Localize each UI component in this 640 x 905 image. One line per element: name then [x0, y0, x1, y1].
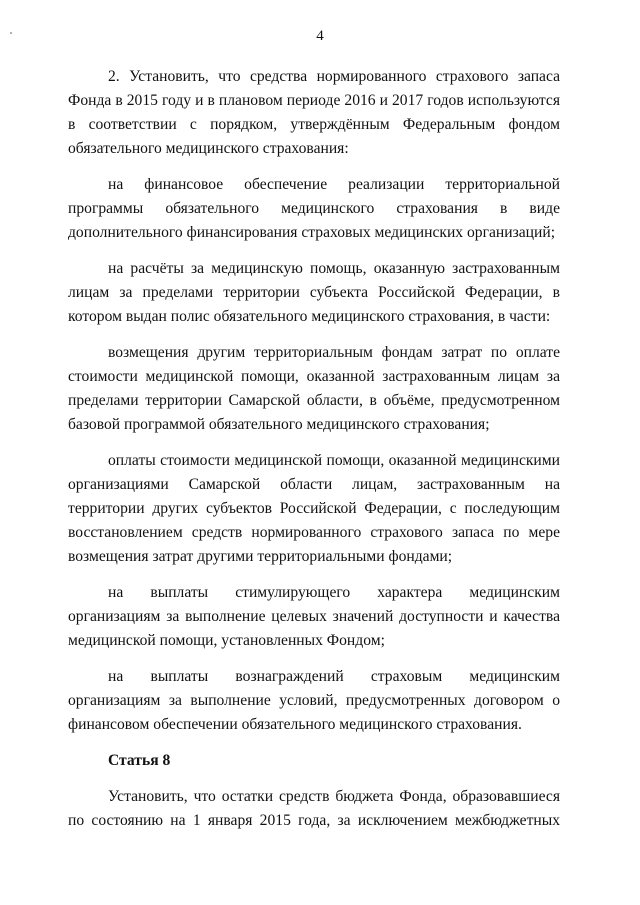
- page-number: 4: [316, 28, 324, 44]
- paragraph-remuneration: на выплаты вознаграждений страховым медицинским организациям за выполнение условий, предусмотренных договором о финансовом обеспечении обязательного медицинского страхования.: [68, 668, 560, 733]
- paragraph-territorial-program: на финансовое обеспечение реализации территориальной программы обязательного медицинского страхования в виде дополнительного финансирования страховых медицинских организаций;: [68, 176, 560, 241]
- paragraph-reimbursement: возмещения другим территориальным фондам затрат по оплате стоимости медицинской помощи, оказанной застрахованным лицам за пределами территории Самарской области, в объёме, предусмотренном базовой программой обязательного медицинского страхования;: [68, 344, 560, 433]
- article-heading: Статья 8: [108, 752, 171, 769]
- paragraph-incentives: на выплаты стимулирующего характера медицинским организациям за выполнение целевых значений доступности и качества медицинской помощи, установленных Фондом;: [68, 584, 560, 649]
- paragraph-settlements: на расчёты за медицинскую помощь, оказанную застрахованным лицам за пределами территории субъекта Российской Федерации, в котором выдан полис обязательного медицинского страхования, в части:: [68, 260, 560, 325]
- document-body: [68, 65, 560, 833]
- paragraph-article-text: Установить, что остатки средств бюджета Фонда, образовавшиеся по состоянию на 1 января 2015 года, за исключением межбюджетных: [68, 788, 560, 829]
- paragraph-reserve-usage: 2. Установить, что средства нормированного страхового запаса Фонда в 2015 году и в плановом периоде 2016 и 2017 годов используются в соответствии с порядком, утверждённым Федеральным фондом обязательного медицинского страхования:: [68, 68, 560, 157]
- paragraph-payment: оплаты стоимости медицинской помощи, оказанной медицинскими организациями Самарской области лицам, застрахованным на территории других субъектов Российской Федерации, с последующим восстановлением средств нормированного страхового запаса по мере возмещения затрат другими территориальными фондами;: [68, 452, 560, 565]
